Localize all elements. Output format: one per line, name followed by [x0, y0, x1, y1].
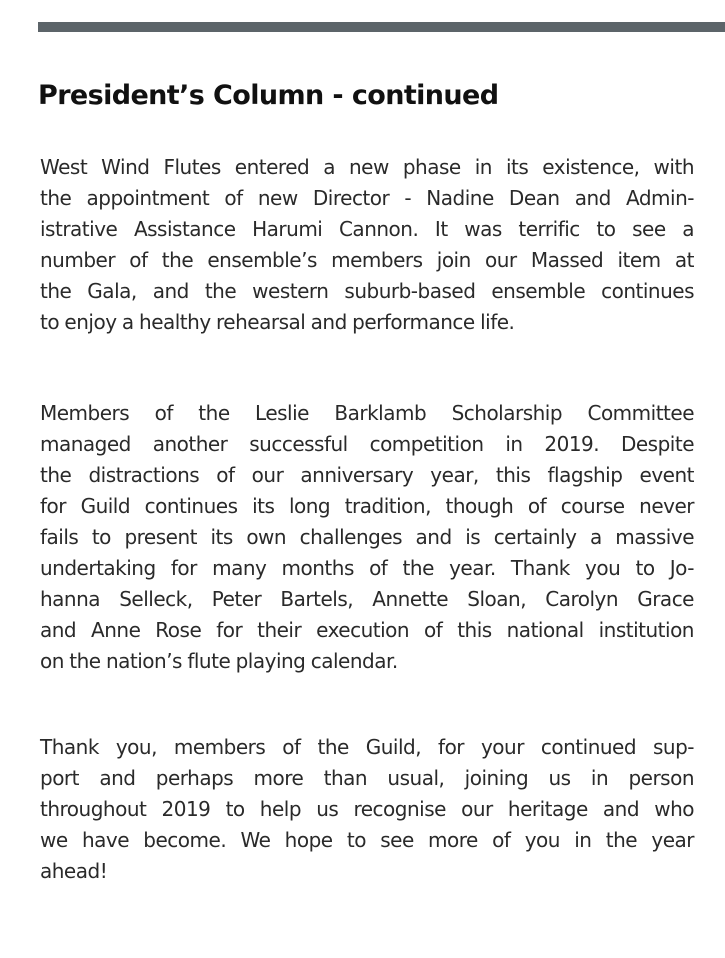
- text-line: throughout 2019 to help us recognise our heritage and who: [40, 797, 694, 821]
- text-line: for Guild continues its long tradition, though of course never: [40, 494, 694, 518]
- paragraph-west-wind-flutes: [40, 152, 694, 338]
- paragraph-scholarship-committee: [40, 398, 694, 677]
- text-line: number of the ensemble’s members join our Massed item at: [40, 248, 694, 272]
- text-line: Members of the Leslie Barklamb Scholarship Committee: [40, 401, 694, 425]
- text-line: port and perhaps more than usual, joining us in person: [40, 766, 694, 790]
- text-line: the appointment of new Director - Nadine Dean and Admin-: [40, 186, 694, 210]
- text-line: istrative Assistance Harumi Cannon. It was terrific to see a: [40, 217, 694, 241]
- text-line: managed another successful competition in 2019. Despite: [40, 432, 694, 456]
- top-divider-bar: [38, 22, 725, 32]
- text-line: the distractions of our anniversary year, this flagship event: [40, 463, 694, 487]
- text-line: West Wind Flutes entered a new phase in its existence, with: [40, 155, 694, 179]
- text-line: ahead!: [40, 859, 108, 883]
- text-line: fails to present its own challenges and is certainly a massive: [40, 525, 694, 549]
- paragraph-thank-you-members: [40, 732, 694, 887]
- text-line: undertaking for many months of the year. Thank you to Jo-: [40, 556, 694, 580]
- text-line: and Anne Rose for their execution of this national institution: [40, 618, 694, 642]
- text-line: on the nation’s flute playing calendar.: [40, 649, 398, 673]
- text-line: hanna Selleck, Peter Bartels, Annette Sloan, Carolyn Grace: [40, 587, 694, 611]
- text-line: the Gala, and the western suburb-based ensemble continues: [40, 279, 694, 303]
- text-line: Thank you, members of the Guild, for your continued sup-: [40, 735, 694, 759]
- text-line: to enjoy a healthy rehearsal and performance life.: [40, 310, 515, 334]
- text-line: we have become. We hope to see more of you in the year: [40, 828, 694, 852]
- page-title: President’s Column - continued: [38, 80, 499, 111]
